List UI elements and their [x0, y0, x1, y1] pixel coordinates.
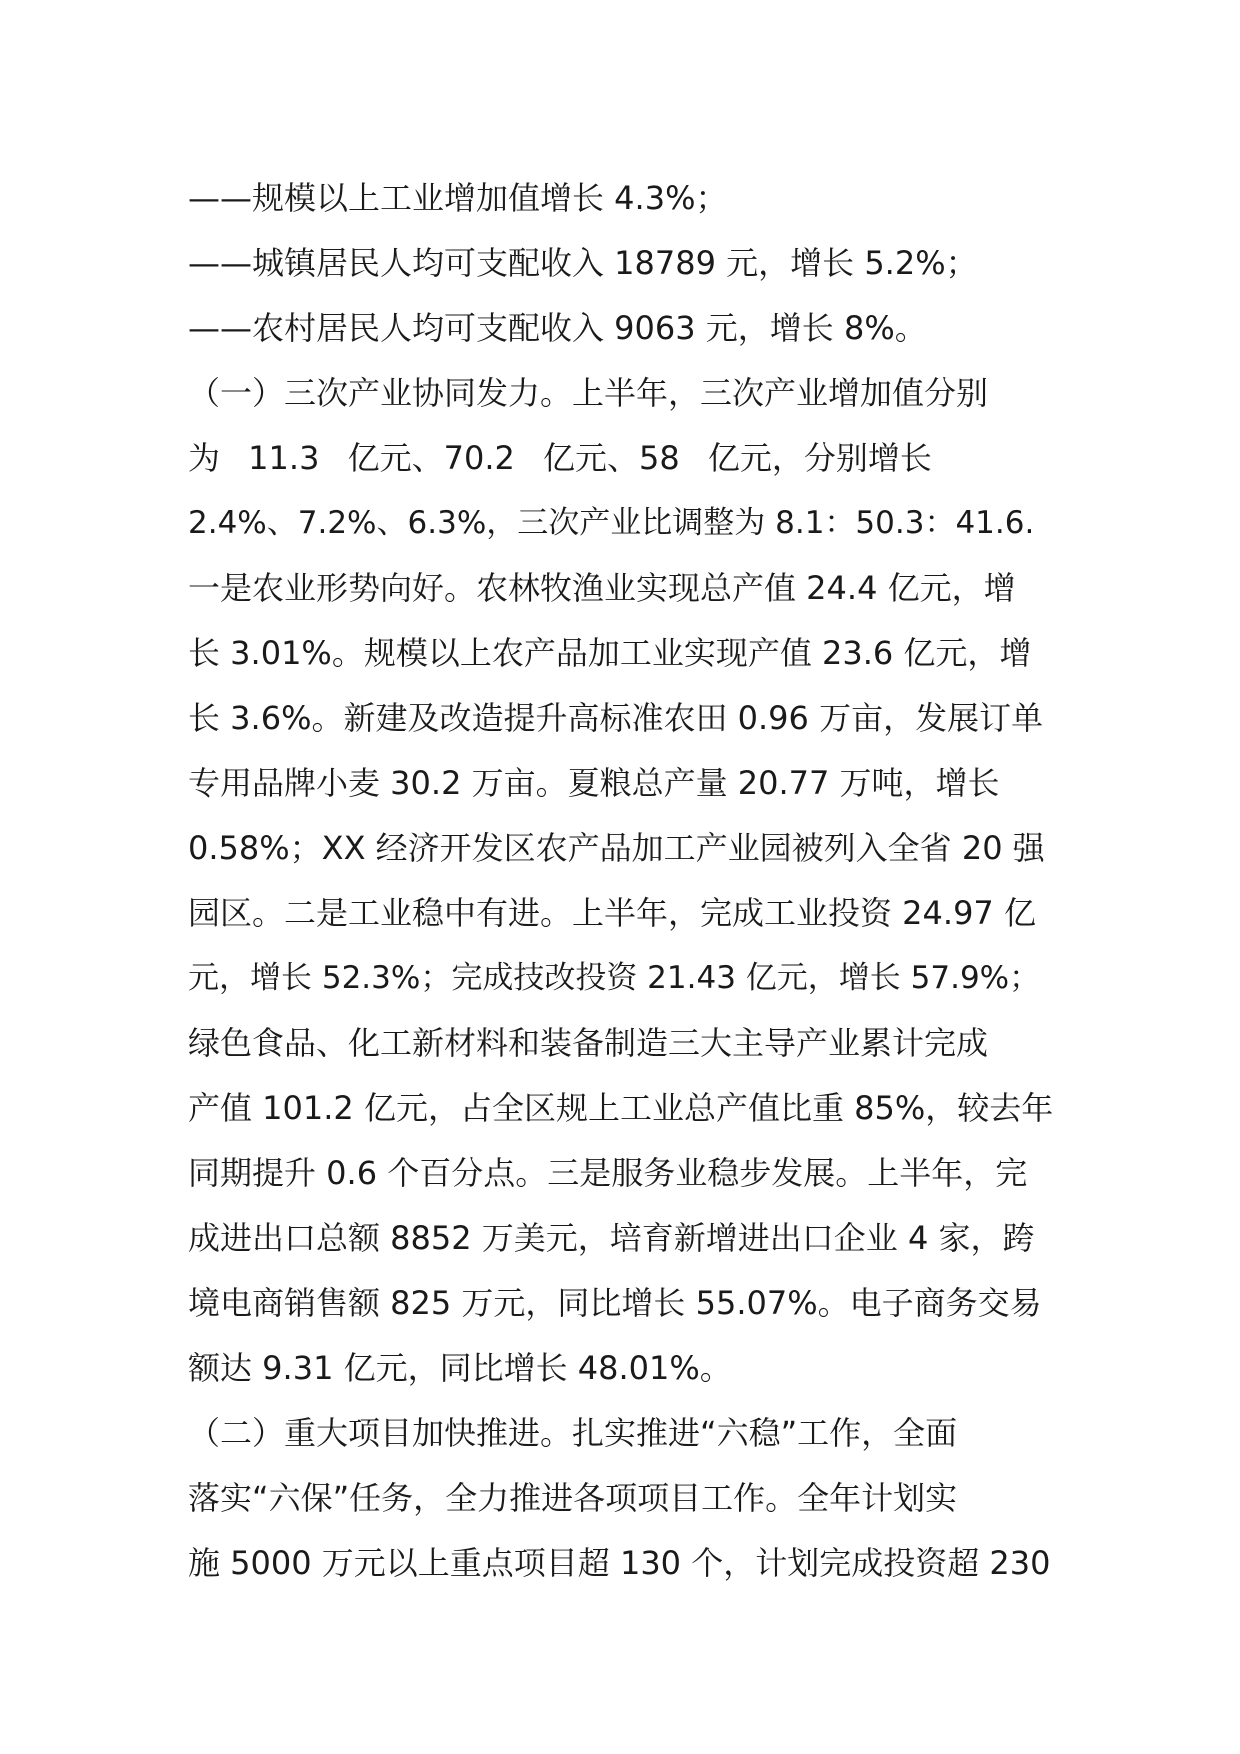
paragraph-line: 产值 101.2 亿元，占全区规上工业总产值比重 85%，较去年 — [188, 1089, 1054, 1127]
paragraph-line: 境电商销售额 825 万元，同比增长 55.07%。电子商务交易 — [188, 1284, 1042, 1322]
paragraph-line: （一）三次产业协同发力。上半年，三次产业增加值分别 — [188, 374, 989, 412]
paragraph-line: 落实“六保”任务，全力推进各项项目工作。全年计划实 — [188, 1479, 958, 1517]
paragraph-line: 长 3.01%。规模以上农产品加工业实现产值 23.6 亿元，增 — [188, 634, 1032, 672]
paragraph-line: 元，增长 52.3%；完成技改投资 21.43 亿元，增长 57.9%； — [188, 960, 1041, 996]
paragraph-major-projects — [188, 1401, 1056, 1596]
paragraph-industries — [188, 361, 1056, 1401]
paragraph-line: （二）重大项目加快推进。扎实推进“六稳”工作，全面 — [188, 1414, 958, 1452]
document-body — [188, 166, 1056, 1596]
paragraph-line: 施 5000 万元以上重点项目超 130 个，计划完成投资超 230 — [188, 1544, 1051, 1582]
bullet-urban-income: ——城镇居民人均可支配收入 18789 元，增长 5.2%； — [188, 244, 978, 282]
paragraph-line: 园区。二是工业稳中有进。上半年，完成工业投资 24.97 亿 — [188, 894, 1036, 932]
paragraph-line: 绿色食品、化工新材料和装备制造三大主导产业累计完成 — [188, 1024, 989, 1062]
paragraph-line: 专用品牌小麦 30.2 万亩。夏粮总产量 20.77 万吨，增长 — [188, 764, 1000, 802]
paragraph-line: 额达 9.31 亿元，同比增长 48.01%。 — [188, 1349, 732, 1387]
paragraph-line: 长 3.6%。新建及改造提升高标准农田 0.96 万亩，发展订单 — [188, 699, 1044, 737]
bullet-rural-income: ——农村居民人均可支配收入 9063 元，增长 8%。 — [188, 309, 927, 347]
paragraph-line: 同期提升 0.6 个百分点。三是服务业稳步发展。上半年，完 — [188, 1154, 1028, 1192]
paragraph-line: 成进出口总额 8852 万美元，培育新增进出口企业 4 家，跨 — [188, 1219, 1035, 1257]
paragraph-line: 一是农业形势向好。农林牧渔业实现总产值 24.4 亿元，增 — [188, 569, 1016, 607]
paragraph-line: 2.4%、7.2%、6.3%，三次产业比调整为 8.1：50.3：41.6. — [188, 505, 1035, 541]
paragraph-line: 为 11.3 亿元、70.2 亿元、58 亿元，分别增长 — [188, 439, 932, 477]
bullet-industrial-growth: ——规模以上工业增加值增长 4.3%； — [188, 179, 728, 217]
paragraph-line: 0.58%；XX 经济开发区农产品加工产业园被列入全省 20 强 — [188, 829, 1045, 867]
